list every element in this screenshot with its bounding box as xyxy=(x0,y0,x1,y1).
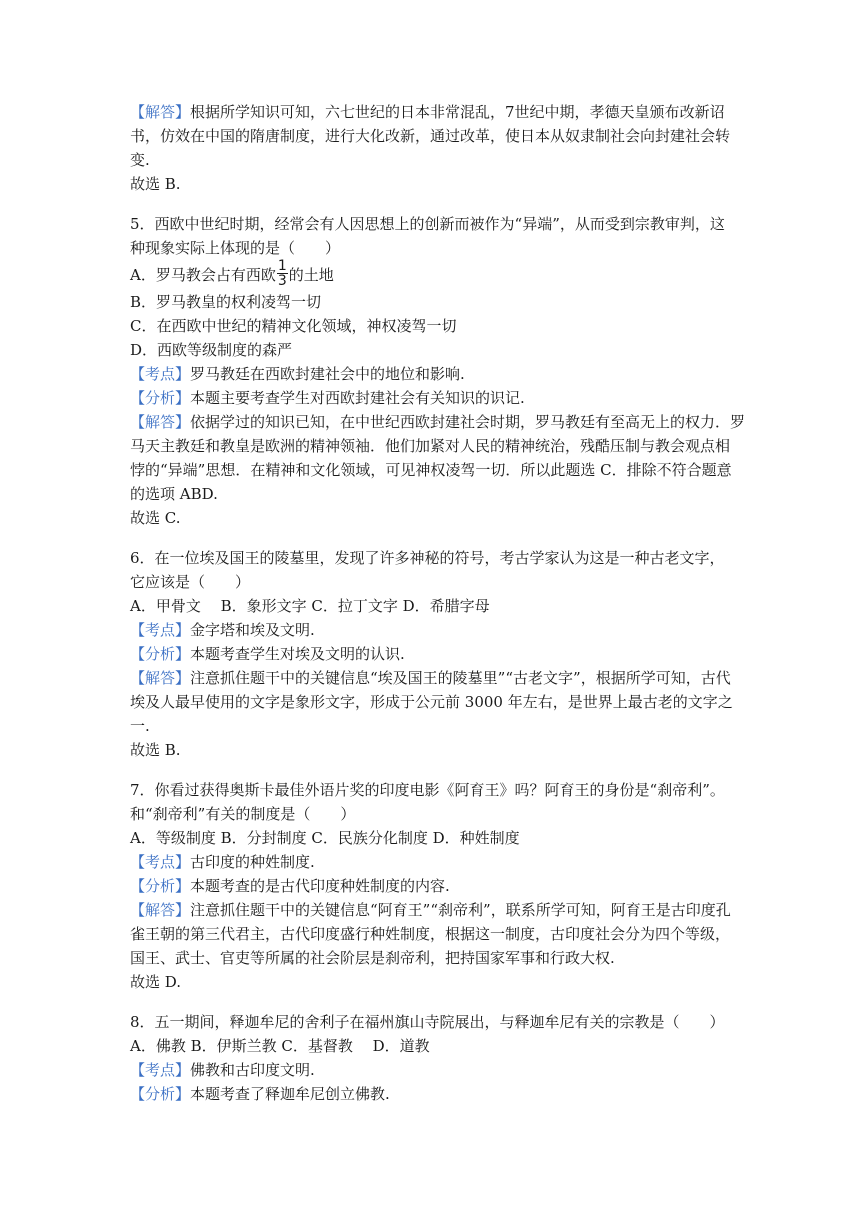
point-tag: 【考点】 xyxy=(130,853,191,871)
options-line: A．甲骨文 B．象形文字 C．拉丁文字 D．希腊字母 xyxy=(130,597,490,615)
option-c: C．在西欧中世纪的精神文化领域，神权凌驾一切 xyxy=(130,317,457,335)
answer-text: 注意抓住题干中的关键信息“埃及国王的陵墓里”“古老文字”，根据所学可知，古代 xyxy=(190,669,731,687)
point-line xyxy=(130,362,740,386)
analysis-text: 本题考查了释迦牟尼创立佛教. xyxy=(190,1085,390,1103)
option-d: D．西欧等级制度的森严 xyxy=(130,341,293,359)
answer-tag: 【解答】 xyxy=(130,901,191,919)
options-line: A．等级制度 B．分封制度 C．民族分化制度 D．种姓制度 xyxy=(130,829,520,847)
answer-tag: 【解答】 xyxy=(130,669,191,687)
point-text: 金字塔和埃及文明. xyxy=(190,621,315,639)
answer-text: 注意抓住题干中的关键信息“阿育王”“刹帝利”，联系所学可知，阿育王是古印度孔 xyxy=(190,901,731,919)
analysis-text: 本题考查的是古代印度种姓制度的内容. xyxy=(190,877,450,895)
question-stem: 它应该是（ ） xyxy=(130,573,251,591)
answer-line xyxy=(130,898,740,922)
point-line xyxy=(130,1058,740,1082)
document-page xyxy=(130,100,746,1106)
point-line xyxy=(130,618,740,642)
analysis-text: 本题主要考查学生对西欧封建社会有关知识的识记. xyxy=(190,389,525,407)
question-stem: 6．在一位埃及国王的陵墓里，发现了许多神秘的符号，考古学家认为这是一种古老文字， xyxy=(130,549,725,567)
fraction-numerator: 1 xyxy=(277,257,287,274)
analysis-tag: 【分析】 xyxy=(130,645,191,663)
answer-line: 变. xyxy=(130,151,150,169)
point-tag: 【考点】 xyxy=(130,1061,191,1079)
question-stem: 和“刹帝利”有关的制度是（ ） xyxy=(130,805,356,823)
option-a xyxy=(130,257,740,290)
analysis-tag: 【分析】 xyxy=(130,1085,191,1103)
answer-text: 根据所学知识可知，六七世纪的日本非常混乱，7世纪中期，孝德天皇颁布改新诏 xyxy=(190,103,725,121)
conclusion-line: 故选 D. xyxy=(130,973,182,991)
answer-line: 埃及人最早使用的文字是象形文字，形成于公元前 3000 年左右，是世界上最古老的文字之 xyxy=(130,693,733,711)
point-tag: 【考点】 xyxy=(130,621,191,639)
analysis-tag: 【分析】 xyxy=(130,389,191,407)
answer-line xyxy=(130,666,740,690)
answer-line: 马天主教廷和教皇是欧洲的精神领袖．他们加紧对人民的精神统治，残酷压制与教会观点相 xyxy=(130,437,731,455)
analysis-line xyxy=(130,1082,740,1106)
analysis-line xyxy=(130,386,740,410)
answer-line: 悖的“异端”思想．在精神和文化领域，可见神权凌驾一切．所以此题选 C．排除不符合题意 xyxy=(130,461,732,479)
question-stem: 5．西欧中世纪时期，经常会有人因思想上的创新而被作为“异端”，从而受到宗教审判，这 xyxy=(130,215,725,233)
conclusion-line: 故选 B. xyxy=(130,175,181,193)
point-text: 罗马教廷在西欧封建社会中的地位和影响. xyxy=(190,365,465,383)
answer-line: 一. xyxy=(130,717,150,735)
analysis-line xyxy=(130,642,740,666)
analysis-text: 本题考查学生对埃及文明的认识. xyxy=(190,645,405,663)
answer-text: 依据学过的知识已知，在中世纪西欧封建社会时期，罗马教廷有至高无上的权力．罗 xyxy=(190,413,746,431)
point-tag: 【考点】 xyxy=(130,365,191,383)
options-line: A．佛教 B．伊斯兰教 C．基督教 D．道教 xyxy=(130,1037,430,1055)
fraction-denominator: 3 xyxy=(277,272,287,289)
answer-tag: 【解答】 xyxy=(130,103,191,121)
fraction xyxy=(277,259,288,288)
conclusion-line: 故选 B. xyxy=(130,741,181,759)
answer-line xyxy=(130,410,746,434)
answer-tag: 【解答】 xyxy=(130,413,191,431)
answer-line: 的选项 ABD. xyxy=(130,485,218,503)
question-stem: 7．你看过获得奥斯卡最佳外语片奖的印度电影《阿育王》吗？阿育王的身份是“刹帝利”。 xyxy=(130,781,725,799)
option-a-suffix: 的土地 xyxy=(288,266,334,284)
analysis-line xyxy=(130,874,740,898)
answer-line: 雀王朝的第三代君主，古代印度盛行种姓制度，根据这一制度，古印度社会分为四个等级， xyxy=(130,925,731,943)
point-text: 佛教和古印度文明. xyxy=(190,1061,315,1079)
point-text: 古印度的种姓制度. xyxy=(190,853,315,871)
option-a-text: A．罗马教会占有西欧 xyxy=(130,266,276,284)
question-stem: 种现象实际上体现的是（ ） xyxy=(130,239,341,257)
question-stem: 8．五一期间，释迦牟尼的舍利子在福州旗山寺院展出，与释迦牟尼有关的宗教是（ ） xyxy=(130,1013,725,1031)
answer-line: 书，仿效在中国的隋唐制度，进行大化改新，通过改革，使日本从奴隶制社会向封建社会转 xyxy=(130,127,731,145)
analysis-tag: 【分析】 xyxy=(130,877,191,895)
option-b: B．罗马教皇的权利凌驾一切 xyxy=(130,293,322,311)
answer-line xyxy=(130,100,740,124)
answer-line: 国王、武士、官吏等所属的社会阶层是刹帝利，把持国家军事和行政大权. xyxy=(130,949,615,967)
point-line xyxy=(130,850,740,874)
conclusion-line: 故选 C. xyxy=(130,509,181,527)
